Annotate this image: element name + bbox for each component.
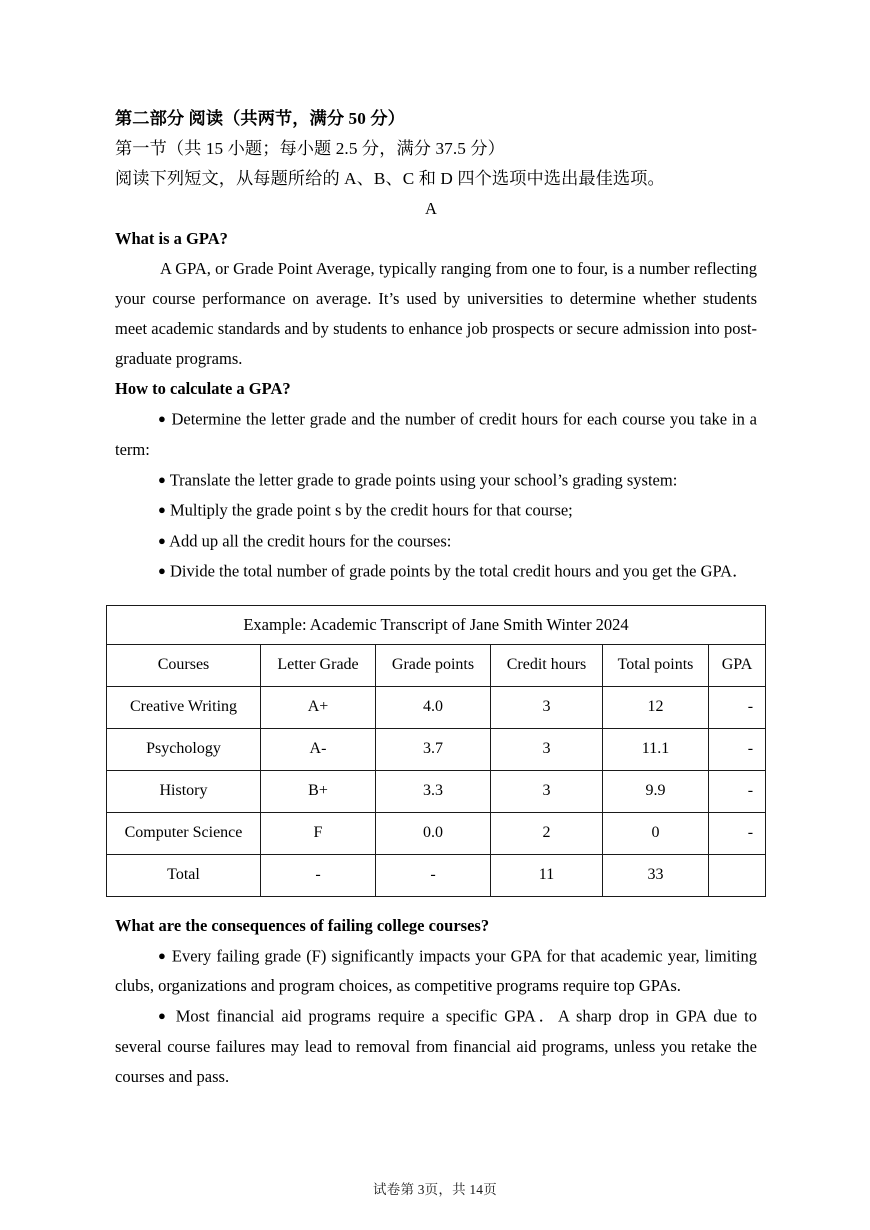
cell-total-points: 12 (603, 686, 709, 728)
table-row (107, 812, 766, 854)
cell-total-points: 0 (603, 812, 709, 854)
table-row (107, 686, 766, 728)
page-content (115, 104, 757, 1092)
article-paragraph-definition: A GPA, or Grade Point Average, typically ranging from one to four, is a number reflecting your course performance on average. It’s used by universities to determine whether students meet academic standards and by students to enhance job prospects or secure admission into post-graduate programs. (115, 259, 757, 368)
consequence-bullet-1-text: Every failing grade (F) significantly impacts your GPA for that academic year, limiting clubs, organizations and program choices, as competitive programs require top GPAs. (115, 946, 757, 995)
table-row (107, 770, 766, 812)
cell-gpa: - (709, 728, 766, 770)
bullet-icon: ● (158, 471, 166, 487)
article-heading-consequences: What are the consequences of failing college courses? (115, 915, 490, 935)
cell-credit-hours: 3 (491, 686, 603, 728)
table-row-total (107, 854, 766, 896)
calc-bullet-2 (115, 465, 757, 496)
cell-gpa: - (709, 812, 766, 854)
transcript-table (106, 605, 766, 897)
cell-gpa (709, 854, 766, 896)
table-caption-row (107, 605, 766, 644)
cell-course: Total (107, 854, 261, 896)
passage-label: A (425, 199, 437, 218)
section-title: 第一节（共 15 小题；每小题 2.5 分，满分 37.5 分） (115, 139, 505, 158)
article-heading-how-to-calculate: How to calculate a GPA? (115, 379, 291, 398)
table-header-row (107, 644, 766, 686)
bullet-icon: ● (158, 947, 167, 963)
bullet-icon: ● (158, 1008, 169, 1023)
column-header-grade-points: Grade points (376, 644, 491, 686)
cell-total-points: 33 (603, 854, 709, 896)
cell-credit-hours: 3 (491, 770, 603, 812)
bullet-icon: ● (158, 411, 167, 426)
cell-credit-hours: 2 (491, 812, 603, 854)
cell-letter-grade: B+ (261, 770, 376, 812)
cell-course: History (107, 770, 261, 812)
cell-credit-hours: 3 (491, 728, 603, 770)
cell-total-points: 9.9 (603, 770, 709, 812)
cell-letter-grade: A- (261, 728, 376, 770)
column-header-courses: Courses (107, 644, 261, 686)
table-caption: Example: Academic Transcript of Jane Smith Winter 2024 (107, 605, 766, 644)
calc-bullet-5 (115, 556, 757, 587)
cell-credit-hours: 11 (491, 854, 603, 896)
column-header-credit-hours: Credit hours (491, 644, 603, 686)
transcript-table-wrapper (106, 605, 765, 897)
bullet-icon: ● (158, 502, 166, 517)
cell-total-points: 11.1 (603, 728, 709, 770)
calc-bullet-3-text: Multiply the grade point s by the credit hours for that course; (169, 500, 573, 520)
column-header-gpa: GPA (709, 644, 766, 686)
column-header-total-points: Total points (603, 644, 709, 686)
cell-letter-grade: - (261, 854, 376, 896)
consequence-bullet-1 (115, 941, 757, 1002)
calc-bullet-2-text: Translate the letter grade to grade points using your school’s grading system: (169, 470, 678, 489)
article-heading-what-is-gpa: What is a GPA? (115, 229, 228, 248)
part-title: 第二部分 阅读（共两节，满分 50 分） (115, 109, 405, 128)
cell-grade-points: - (376, 854, 491, 896)
cell-course: Creative Writing (107, 686, 261, 728)
cell-grade-points: 0.0 (376, 812, 491, 854)
cell-gpa: - (709, 686, 766, 728)
consequence-bullet-2-text: Most financial aid programs require a specific GPA．A sharp drop in GPA due to several course failures may lead to removal from financial aid programs, unless you retake the courses and pass. (115, 1006, 757, 1086)
cell-grade-points: 3.3 (376, 770, 491, 812)
cell-letter-grade: F (261, 812, 376, 854)
bullet-icon: ● (158, 563, 166, 578)
calc-bullet-1-text: Determine the letter grade and the number of credit hours for each course you take in a term: (115, 409, 758, 459)
calc-bullet-3 (115, 495, 757, 526)
bullet-icon: ● (158, 532, 166, 548)
cell-course: Psychology (107, 728, 261, 770)
calc-bullet-4 (115, 526, 757, 557)
consequence-bullet-2 (115, 1001, 757, 1092)
cell-grade-points: 3.7 (376, 728, 491, 770)
calc-bullet-5-text: Divide the total number of grade points by the total credit hours and you get the GPA． (169, 561, 749, 581)
cell-gpa: - (709, 770, 766, 812)
cell-letter-grade: A+ (261, 686, 376, 728)
reading-instruction: 阅读下列短文，从每题所给的 A、B、C 和 D 四个选项中选出最佳选项。 (115, 169, 665, 188)
column-header-letter-grade: Letter Grade (261, 644, 376, 686)
cell-course: Computer Science (107, 812, 261, 854)
calc-bullet-1 (115, 404, 757, 465)
page-footer: 试卷第 3页，共 14页 (373, 1182, 497, 1197)
table-row (107, 728, 766, 770)
cell-grade-points: 4.0 (376, 686, 491, 728)
calc-bullet-4-text: Add up all the credit hours for the courses: (169, 531, 452, 550)
